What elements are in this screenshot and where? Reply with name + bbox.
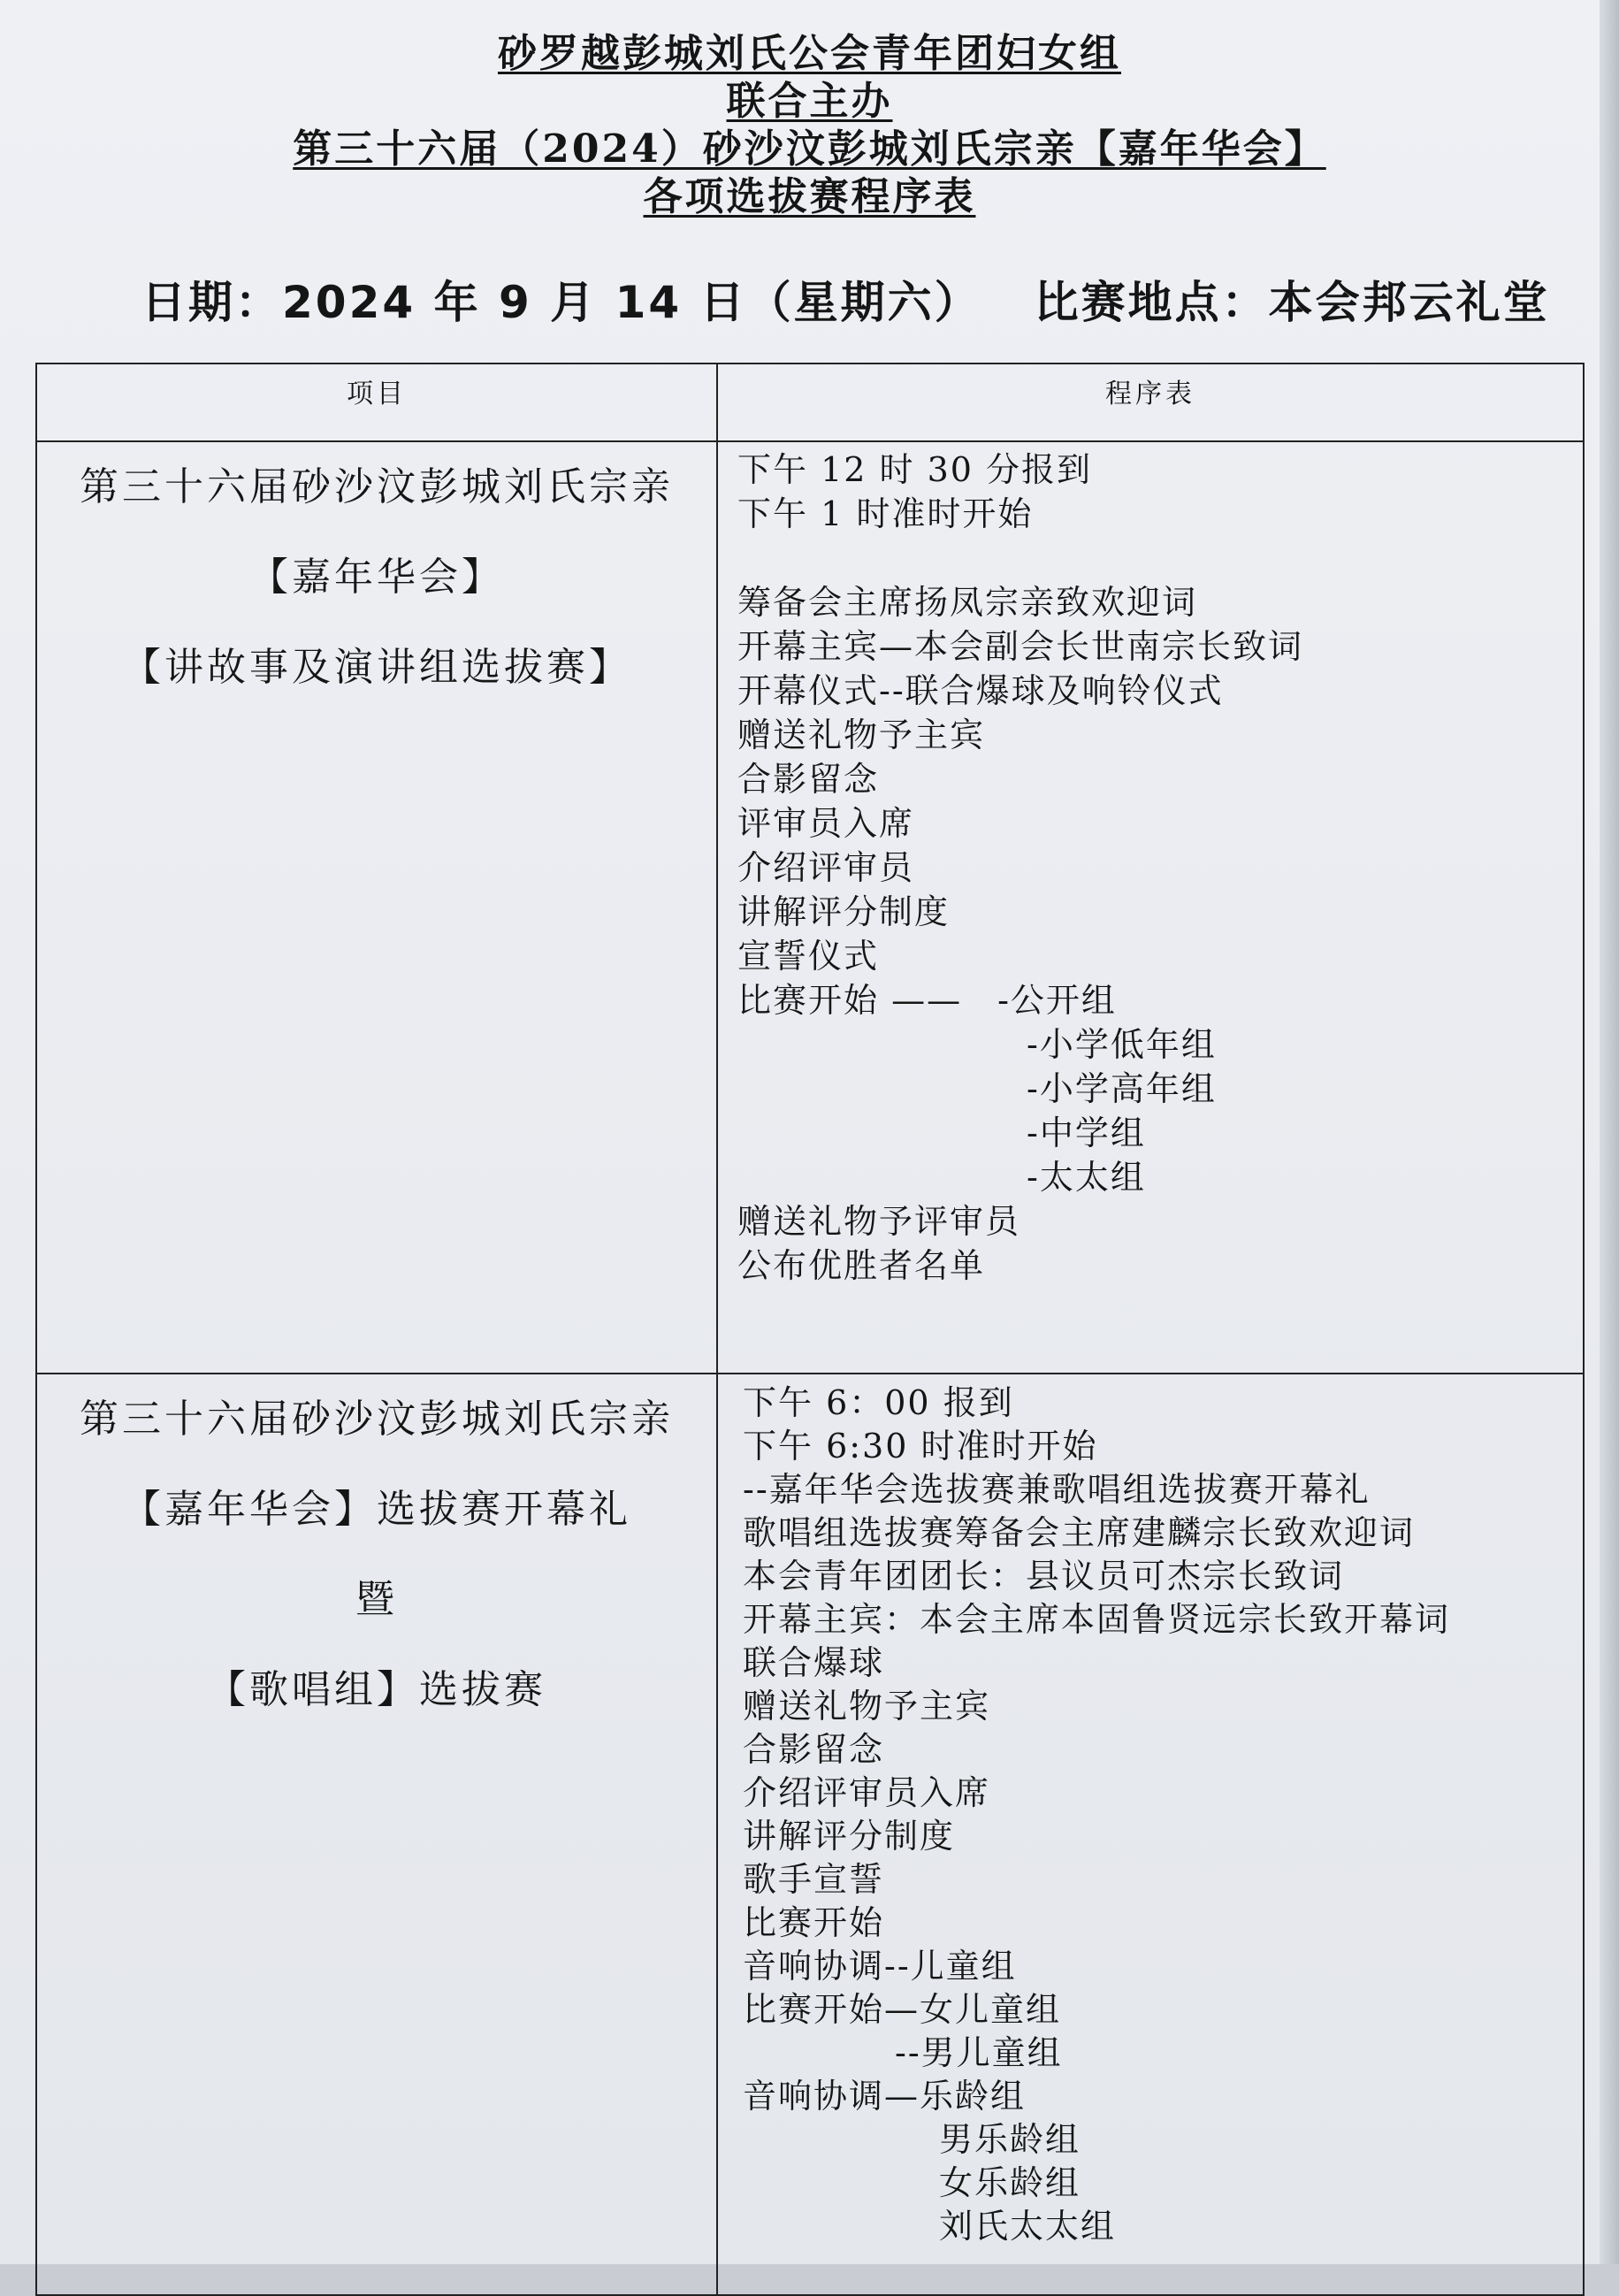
table-row [36, 1374, 1584, 2295]
column-header-program: 程序表 [717, 364, 1584, 441]
program-item: 筹备会主席扬凤宗亲致欢迎词 [737, 583, 1198, 622]
program-item: 歌唱组选拔赛筹备会主席建麟宗长致欢迎词 [743, 1513, 1416, 1552]
program-item: -中学组 [1027, 1114, 1146, 1152]
competition-start-label: 比赛开始 —— [737, 981, 963, 1020]
program-item: -太太组 [1027, 1158, 1146, 1197]
program-item: 比赛开始 [743, 1903, 885, 1942]
item-cell [36, 1374, 717, 2295]
program-item: 女乐龄组 [939, 2163, 1081, 2202]
program-item: 赠送礼物予主宾 [743, 1687, 991, 1726]
program-item: 宣誓仪式 [737, 937, 880, 976]
group-label: -公开组 [997, 981, 1117, 1020]
program-item: 开幕主宾：本会主席本固鲁贤远宗长致开幕词 [743, 1600, 1451, 1639]
header-organizer: 砂罗越彭城刘氏公会青年团妇女组 [498, 31, 1121, 76]
table-row [36, 441, 1584, 1374]
header-event-title: 第三十六届（2024）砂沙汶彭城刘氏宗亲【嘉年华会】 [293, 126, 1326, 172]
program-item: 合影留念 [743, 1730, 885, 1769]
program-item: 下午 12 时 30 分报到 [737, 450, 1093, 489]
program-item: -小学低年组 [1027, 1025, 1217, 1064]
item-line: 【讲故事及演讲组选拔赛】 [122, 645, 631, 690]
header-schedule-title: 各项选拔赛程序表 [643, 174, 976, 219]
program-item: -小学高年组 [1027, 1069, 1217, 1108]
program-item: 下午 6:30 时准时开始 [743, 1427, 1098, 1466]
program-item: 联合爆球 [743, 1643, 885, 1682]
header-co-organizer: 联合主办 [726, 79, 893, 124]
program-item: 评审员入席 [737, 804, 915, 843]
blank-line [737, 536, 1583, 580]
event-date: 日期：2024 年 9 月 14 日（星期六） [141, 277, 981, 328]
item-line: 暨 [355, 1577, 398, 1622]
item-cell [36, 441, 717, 1374]
paper-edge-shadow [1600, 0, 1619, 2264]
program-item: 比赛开始—女儿童组 [743, 1990, 1062, 2029]
program-item: --嘉年华会选拔赛兼歌唱组选拔赛开幕礼 [743, 1470, 1371, 1509]
item-line: 【嘉年华会】选拔赛开幕礼 [122, 1487, 631, 1532]
program-item: --男儿童组 [895, 2033, 1063, 2072]
program-item: 下午 6：00 报到 [743, 1383, 1014, 1422]
schedule-table [35, 363, 1585, 2296]
item-line: 【歌唱组】选拔赛 [207, 1667, 546, 1712]
item-line: 【嘉年华会】 [249, 555, 504, 600]
program-item: 介绍评审员 [737, 848, 915, 887]
event-venue: 比赛地点：本会邦云礼堂 [1034, 277, 1550, 328]
program-item: 歌手宣誓 [743, 1860, 885, 1899]
program-item: 开幕主宾—本会副会长世南宗长致词 [737, 627, 1304, 666]
item-line: 第三十六届砂沙汶彭城刘氏宗亲 [80, 464, 674, 509]
program-item: 下午 1 时准时开始 [737, 494, 1034, 533]
program-item: 讲解评分制度 [737, 892, 951, 931]
date-venue-line [141, 267, 1550, 331]
program-cell [717, 441, 1584, 1374]
program-item: 赠送礼物予主宾 [737, 716, 986, 754]
program-cell [717, 1374, 1584, 2295]
program-item: 本会青年团团长：县议员可杰宗长致词 [743, 1557, 1345, 1596]
program-item: 刘氏太太组 [939, 2207, 1117, 2246]
program-item: 介绍评审员入席 [743, 1773, 991, 1812]
program-item: 男乐龄组 [939, 2120, 1081, 2159]
program-item: 讲解评分制度 [743, 1817, 956, 1856]
item-line: 第三十六届砂沙汶彭城刘氏宗亲 [80, 1397, 674, 1442]
program-item: 开幕仪式--联合爆球及响铃仪式 [737, 671, 1224, 710]
program-item: 合影留念 [737, 760, 880, 799]
column-header-item: 项目 [36, 364, 717, 441]
program-list [718, 1374, 1583, 2248]
table-header-row [36, 364, 1584, 441]
program-item: 公布优胜者名单 [737, 1246, 986, 1285]
program-item: 音响协调—乐龄组 [743, 2077, 1027, 2116]
program-item [737, 978, 1583, 1022]
program-item: 音响协调--儿童组 [743, 1947, 1017, 1986]
program-item: 赠送礼物予评审员 [737, 1202, 1021, 1241]
program-list [718, 442, 1583, 1288]
